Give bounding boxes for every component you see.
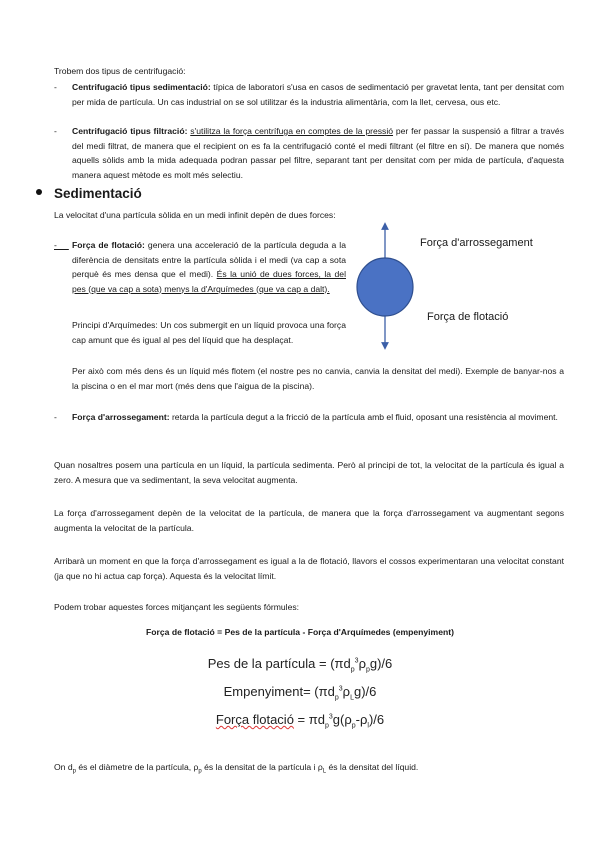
paragraph-4: Podem trobar aquestes forces mitjançant les següents fórmules: — [54, 602, 300, 612]
paragraph-3: Arribarà un moment en que la força d'arrossegament es igual a la de flotació, llavors el cossos experimentaran una velocitat constant (ja que no hi actua cap força). Aquesta és la velocitat límit. — [54, 556, 564, 581]
item-text: genera una acceleració de la partícula deguda a la diferència de densitats entre la partícula sòlida i el medi (va cap a sota perquè és mes densa que el medi). — [72, 240, 346, 279]
list-item-sedimentacio — [72, 80, 564, 109]
formula-title: Força de flotació = Pes de la partícula - Força d'Arquímedes (empenyiment) — [146, 627, 454, 637]
formula-empenyiment: Empenyiment= $(\pi d_p^3\rho_Lg)/6$ — [223, 684, 377, 702]
particle-circle — [357, 258, 413, 316]
section-heading — [36, 186, 142, 201]
paragraph-1: Quan nosaltres posem una partícula en un líquid, la partícula sedimenta. Però al principi de tot, la velocitat de la partícula és igual a zero. A mesura que va sedimentant, la seva velocitat augmenta. — [54, 460, 564, 485]
item-underlined: s'utilitza la força centrífuga en comptes de la pressió — [190, 126, 394, 136]
item-text: per fer passar la suspensió a filtrar a través del medi filtrat, de manera que el recipient on es fa la centrifugació conté el medi filtrant (el filtre en sí). De manera que només aquells sòlids amb la mida adequada podran passar pel filtre, separant tant per densitat com per mida de partícula, d'aquesta manera aquest mètode es molt més selectiu. — [72, 126, 564, 180]
label-arrossegament: Força d'arrossegament — [420, 237, 533, 249]
item-text: retarda la partícula degut a la fricció de la partícula amb el fluid, oposant una resistència al moviment. — [169, 412, 558, 422]
sedimentacio-intro: La velocitat d'una partícula sòlida en un medi infinit depèn de dues forces: — [54, 210, 336, 220]
item-underlined: És la unió de dues forces, la del pes (que va cap a sota) menys la d'Arquímedes (que va cap a dalt). — [72, 269, 346, 294]
bullet-icon — [36, 189, 42, 195]
list-dash: - — [54, 240, 69, 250]
item-title: Força d'arrossegament: — [72, 412, 170, 422]
final-text: On $d_p$ és el diàmetre de la partícula, $\rho_p$ és la densitat de la partícula i $\rho_L$ és la densitat del líquid. — [54, 762, 419, 775]
label-flotacio: Força de flotació — [427, 311, 509, 323]
arrossegament-item — [72, 410, 564, 425]
flotacio-item — [72, 238, 346, 296]
flotacio-example: Per això com més dens és un líquid més flotem (el nostre pes no canvia, canvia la densitat del medi). Exemple de banyar-nos a la piscina o en el mar mort (més dens que l'aigua de la piscina). — [72, 366, 564, 391]
principi-arquimedes: Principi d'Arquímedes: Un cos submergit en un líquid provoca una força cap amunt que és igual al pes del líquid que ha desplaçat. — [72, 320, 346, 345]
formula-pes: Pes de la partícula = $(\pi d_p^3\rho_pg)/6$ — [207, 656, 393, 674]
list-item-filtracio — [72, 124, 564, 182]
paragraph-2: La força d'arrossegament depèn de la velocitat de la partícula, de manera que la força d'arrossegament va augmentant segons augmenta la velocitat de la partícula. — [54, 508, 564, 533]
item-title: Centrifugació tipus sedimentació: — [72, 82, 211, 92]
intro-text: Trobem dos tipus de centrifugació: — [54, 66, 186, 76]
formula-flotacio: Força flotació = $\pi d_p^3g(\rho_p-\rho_l)/6$ — [215, 712, 385, 730]
list-dash: - — [54, 82, 57, 92]
section-title: Sedimentació — [54, 186, 142, 201]
list-dash: - — [54, 412, 57, 422]
list-dash: - — [54, 126, 57, 136]
item-title: Centrifugació tipus filtració: — [72, 126, 188, 136]
item-text: típica de laboratori s'usa en casos de sedimentació per gravetat lenta, tant per densitat com per mida de partícula. Un cas industrial on se sol utilitzar és la industria alimentària, com la llet, cervesa, ous etc. — [72, 82, 564, 107]
item-title: Força de flotació: — [72, 240, 145, 250]
